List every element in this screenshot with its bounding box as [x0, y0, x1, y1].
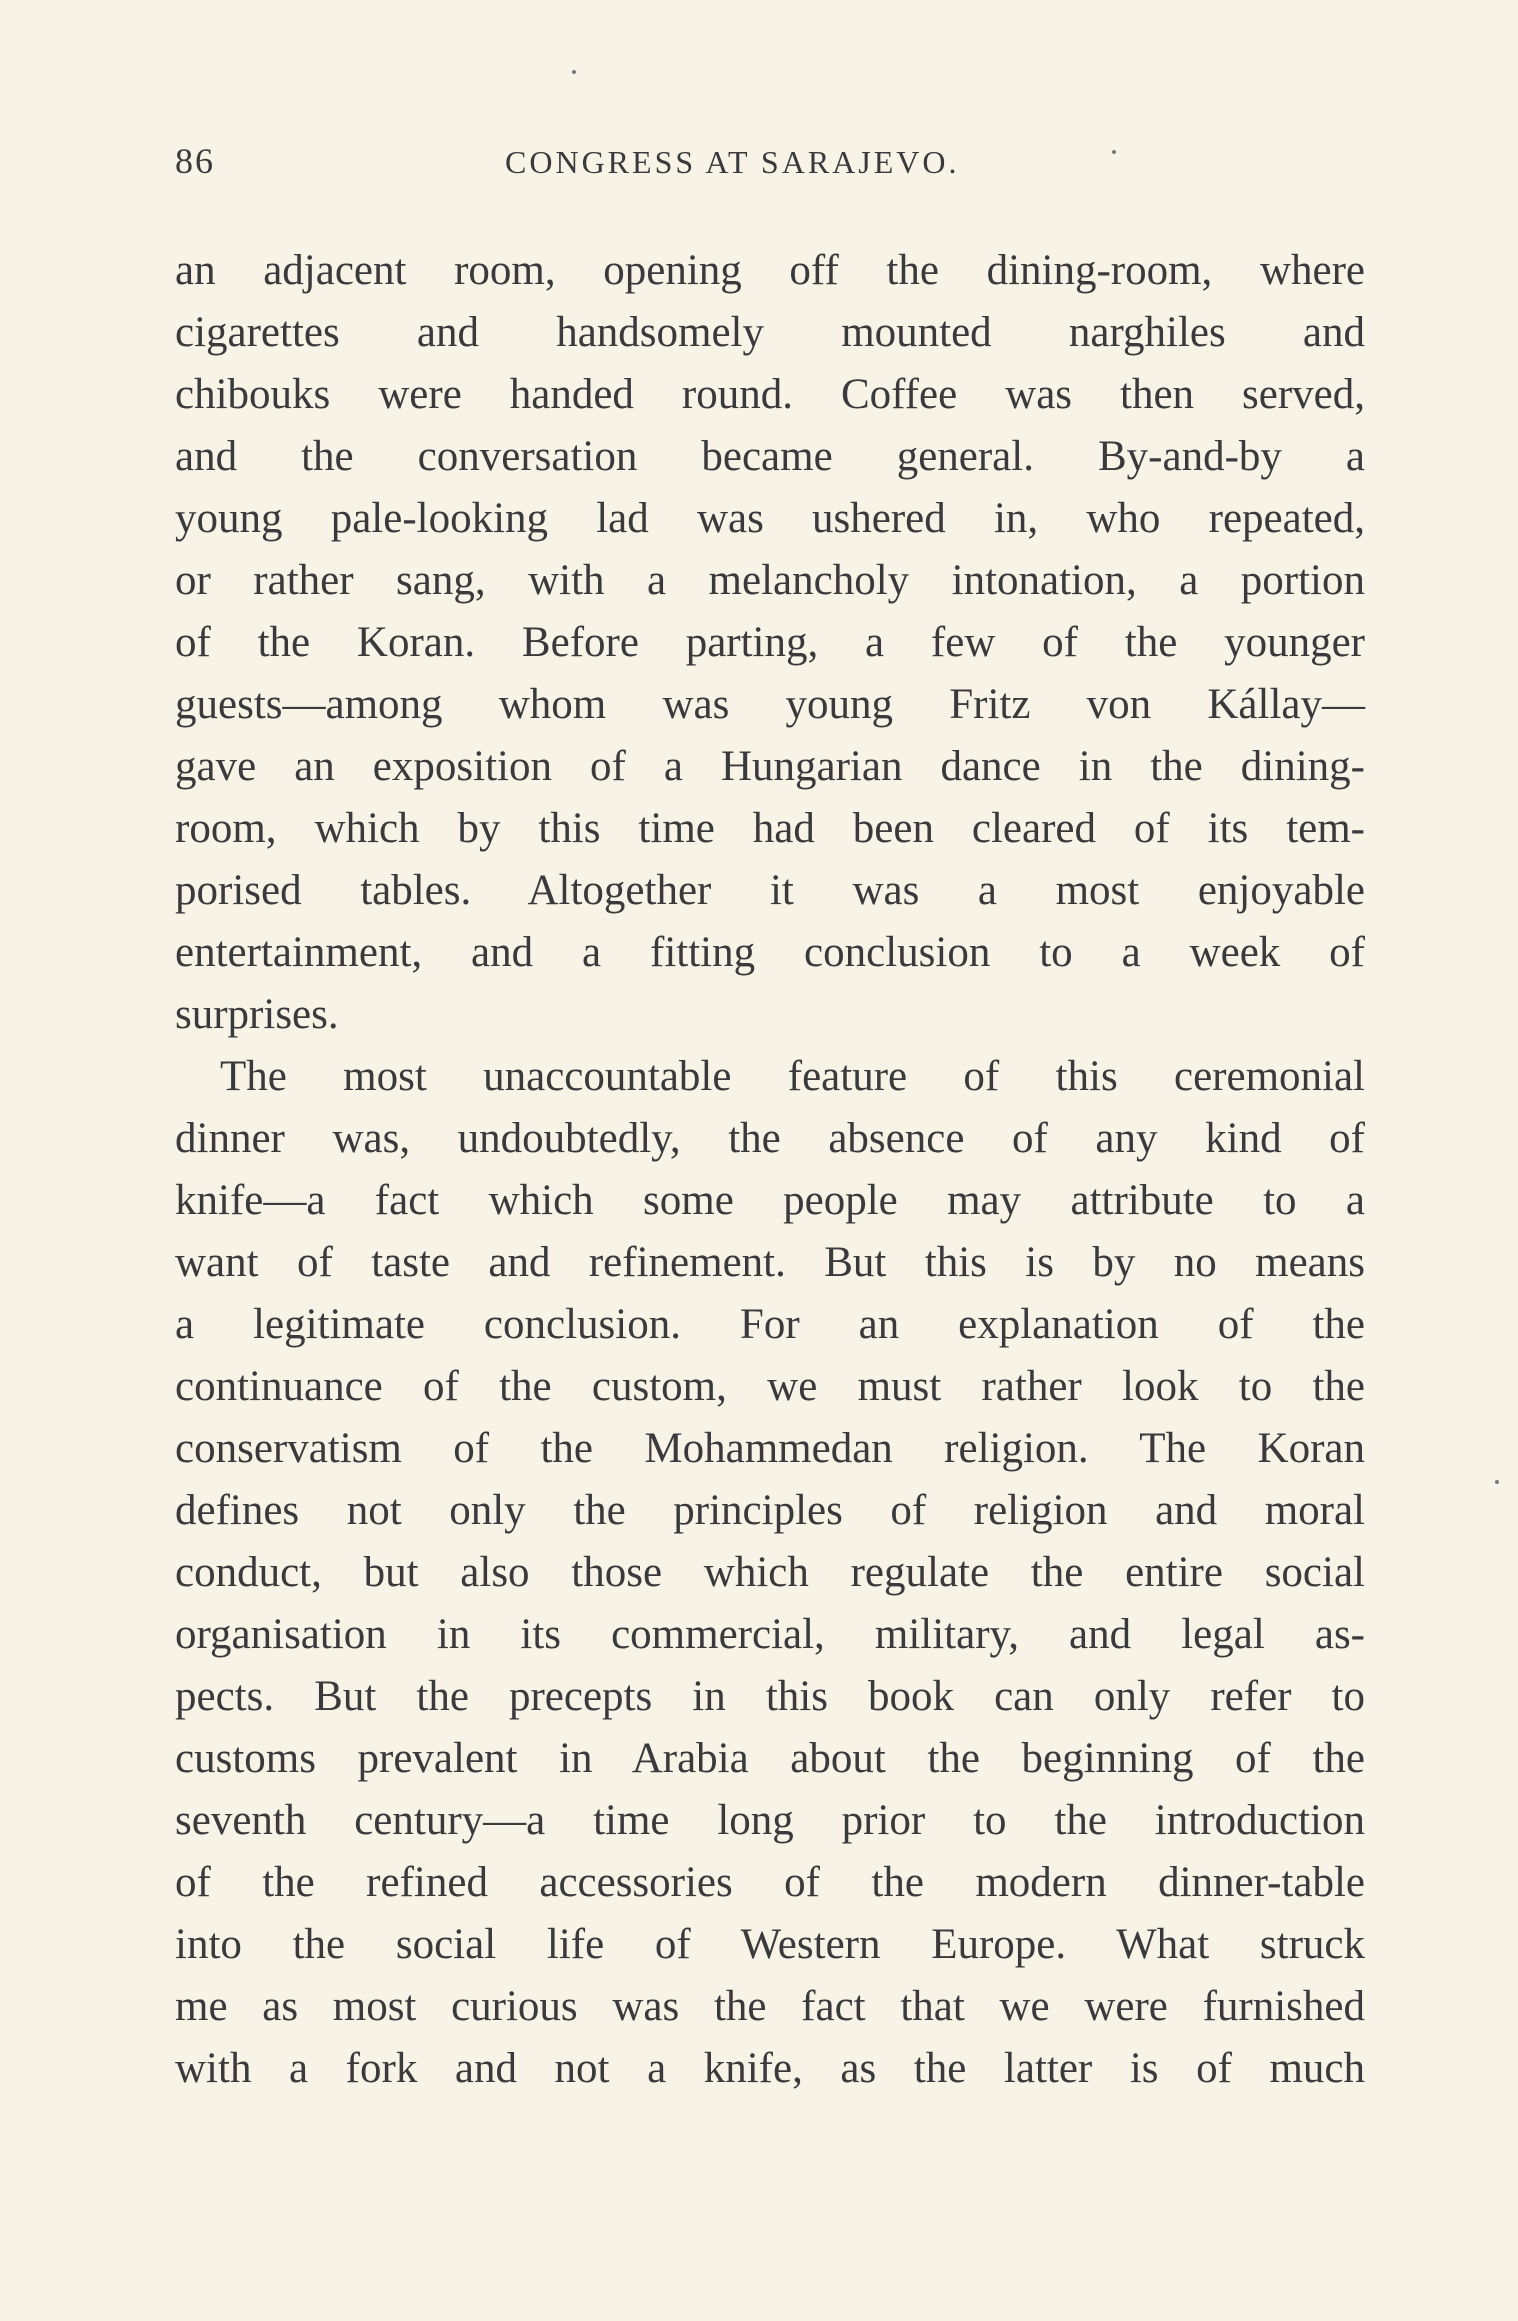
text-line: into the social life of Western Europe. What struck [175, 1921, 1365, 1968]
text-line: guests—among whom was young Fritz von Kállay— [175, 681, 1365, 728]
text-line: of the Koran. Before parting, a few of the younger [175, 619, 1365, 666]
text-line: knife—a fact which some people may attribute to a [175, 1177, 1365, 1224]
page-number: 86 [175, 141, 215, 181]
text-line: a legitimate conclusion. For an explanation of the [175, 1301, 1365, 1348]
text-line: and the conversation became general. By-and-by a [175, 433, 1365, 480]
body-text [175, 240, 1365, 2100]
text-line: cigarettes and handsomely mounted narghiles and [175, 309, 1365, 356]
paragraph-start-line: The most unaccountable feature of this ceremonial [220, 1053, 1365, 1100]
text-line: an adjacent room, opening off the dining-room, where [175, 247, 1365, 294]
text-line: conservatism of the Mohammedan religion. The Koran [175, 1425, 1365, 1472]
text-line: continuance of the custom, we must rather look to the [175, 1363, 1365, 1410]
text-line: with a fork and not a knife, as the latter is of much [175, 2045, 1365, 2092]
text-line: customs prevalent in Arabia about the beginning of the [175, 1735, 1365, 1782]
text-line: chibouks were handed round. Coffee was then served, [175, 371, 1365, 418]
text-line: young pale-looking lad was ushered in, who repeated, [175, 495, 1365, 542]
text-line: conduct, but also those which regulate the entire social [175, 1549, 1365, 1596]
text-line: seventh century—a time long prior to the introduction [175, 1797, 1365, 1844]
text-line: or rather sang, with a melancholy intonation, a portion [175, 557, 1365, 604]
page-header [175, 140, 1365, 200]
text-line: of the refined accessories of the modern dinner-table [175, 1859, 1365, 1906]
text-line: dinner was, undoubtedly, the absence of any kind of [175, 1115, 1365, 1162]
text-line: want of taste and refinement. But this is by no means [175, 1239, 1365, 1286]
text-line: gave an exposition of a Hungarian dance in the dining- [175, 743, 1365, 790]
text-line: surprises. [175, 991, 339, 1038]
text-line: me as most curious was the fact that we were furnished [175, 1983, 1365, 2030]
text-line: entertainment, and a fitting conclusion to a week of [175, 929, 1365, 976]
text-line: pects. But the precepts in this book can only refer to [175, 1673, 1365, 1720]
text-line: defines not only the principles of religion and moral [175, 1487, 1365, 1534]
ink-speck [572, 70, 576, 74]
text-line: organisation in its commercial, military, and legal as- [175, 1611, 1365, 1658]
ink-speck [1495, 1480, 1499, 1484]
text-line: porised tables. Altogether it was a most enjoyable [175, 867, 1365, 914]
text-line: room, which by this time had been cleared of its tem- [175, 805, 1365, 852]
running-head: CONGRESS AT SARAJEVO. [505, 144, 960, 180]
